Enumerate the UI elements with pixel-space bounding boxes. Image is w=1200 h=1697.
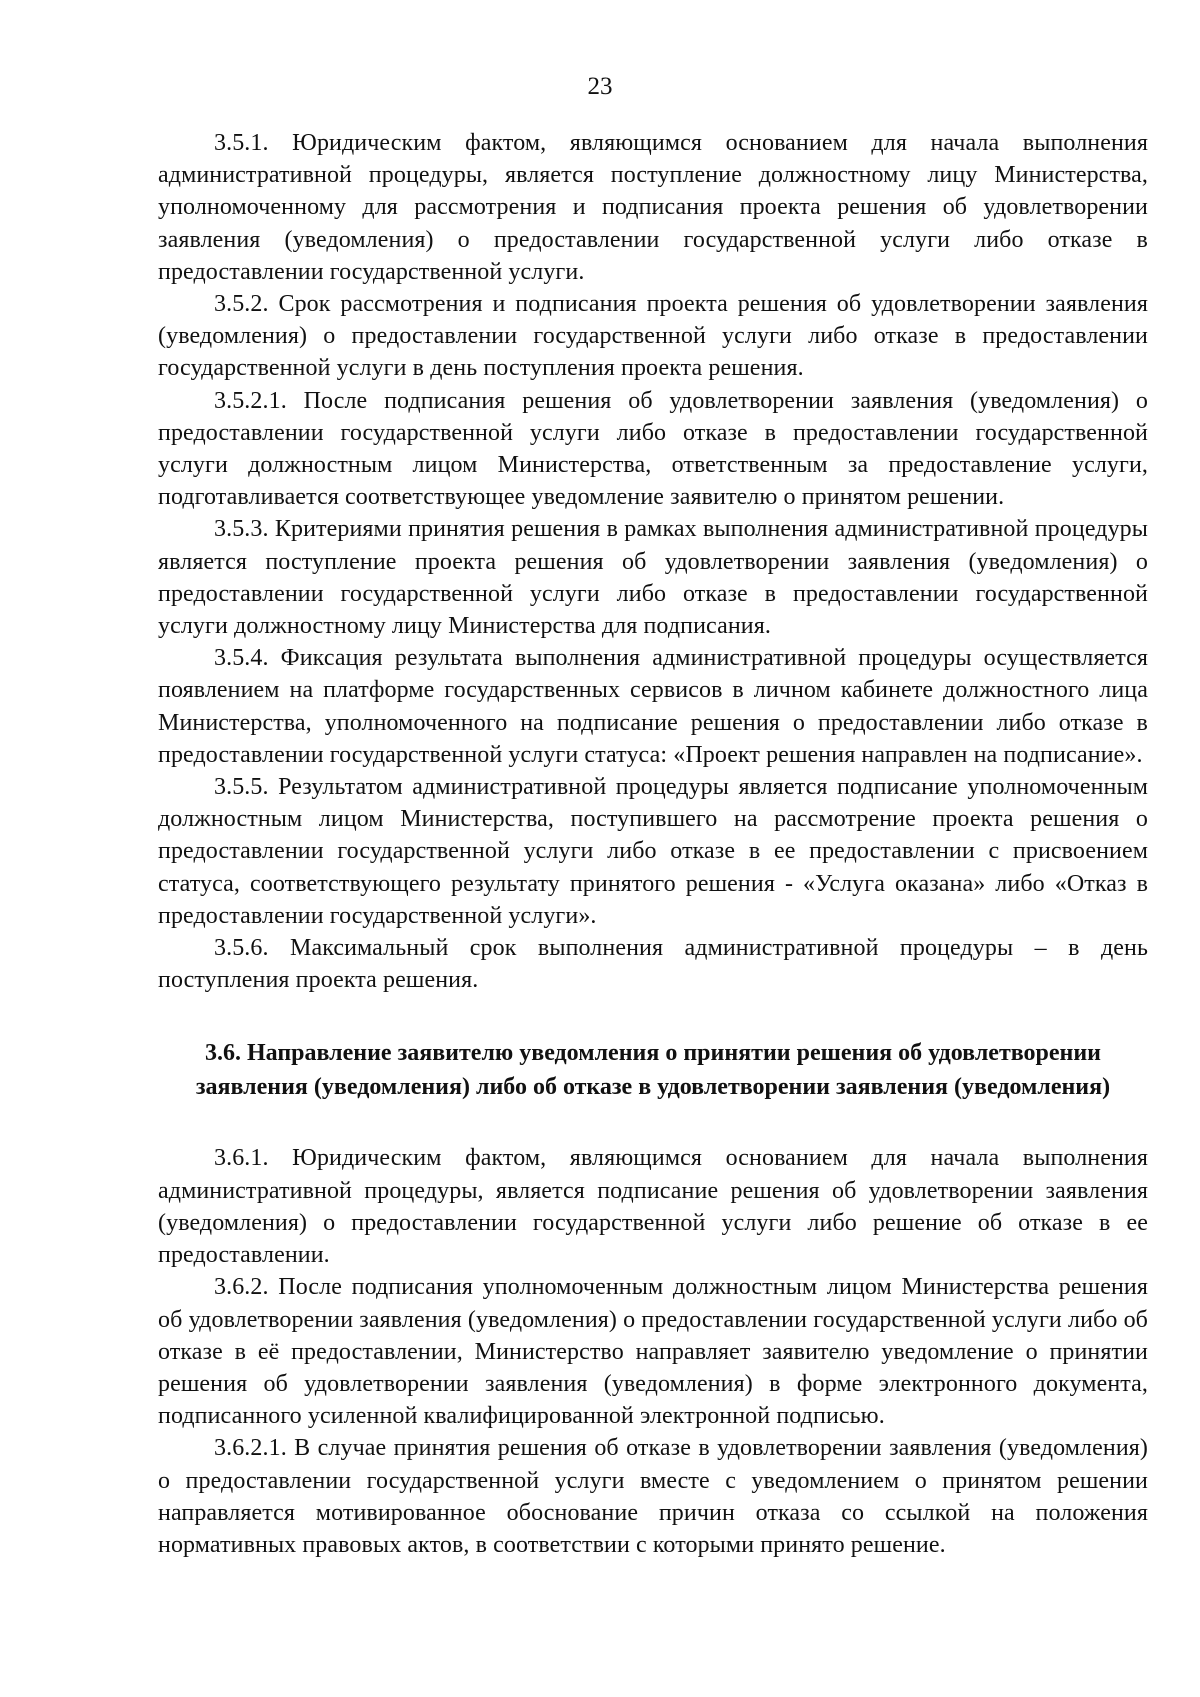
paragraph-3-5-2: 3.5.2. Срок рассмотрения и подписания проекта решения об удовлетворении заявления (уведомления) о предоставлении государственной услуги либо отказе в предоставлении государственной услуги в день поступления проекта решения.: [158, 291, 1148, 382]
section-heading-3-6: 3.6. Направление заявителю уведомления о принятии решения об удовлетворении заявления (уведомления) либо об отказе в удовлетворении заявления (уведомления): [195, 1040, 1111, 1101]
paragraph-3-5-6: 3.5.6. Максимальный срок выполнения административной процедуры – в день поступления проекта решения.: [158, 935, 1148, 994]
paragraph-3-5-2-1: 3.5.2.1. После подписания решения об удовлетворении заявления (уведомления) о предоставлении государственной услуги либо отказе в предоставлении государственной услуги должностным лицом Министерства, ответственным за предоставление услуги, подготавливается соответствующее уведомление заявителю о принятом решении.: [158, 387, 1148, 511]
paragraph-3-5-1: 3.5.1. Юридическим фактом, являющимся основанием для начала выполнения административной процедуры, является поступление должностному лицу Министерства, уполномоченному для рассмотрения и подписания проекта решения об удовлетворении заявления (уведомления) о предоставлении государственной услуги либо отказе в предоставлении государственной услуги.: [158, 130, 1148, 285]
paragraph-3-5-4: 3.5.4. Фиксация результата выполнения административной процедуры осуществляется появлением на платформе государственных сервисов в личном кабинете должностного лица Министерства, уполномоченного на подписание решения о предоставлении либо отказе в предоставлении государственной услуги статуса: «Проект решения направлен на подписание».: [158, 645, 1148, 768]
paragraph-3-5-3: 3.5.3. Критериями принятия решения в рамках выполнения административной процедуры является поступление проекта решения об удовлетворении заявления (уведомления) о предоставлении государственной услуги либо отказе в предоставлении государственной услуги должностному лицу Министерства для подписания.: [158, 516, 1148, 640]
document-body: [158, 127, 1148, 1561]
page-number: 23: [587, 73, 613, 100]
paragraph-3-6-2: 3.6.2. После подписания уполномоченным должностным лицом Министерства решения об удовлетворении заявления (уведомления) о предоставлении государственной услуги либо об отказе в её предоставлении, Министерство направляет заявителю уведомление о принятии решения об удовлетворении заявления (уведомления) в форме электронного документа, подписанного усиленной квалифицированной электронной подписью.: [158, 1274, 1148, 1430]
paragraph-3-5-5: 3.5.5. Результатом административной процедуры является подписание уполномоченным должностным лицом Министерства, поступившего на рассмотрение проекта решения о предоставлении государственной услуги либо отказе в ее предоставлении с присвоением статуса, соответствующего результату принятого решения - «Услуга оказана» либо «Отказ в предоставлении государственной услуги».: [158, 774, 1148, 929]
paragraph-3-6-2-1: 3.6.2.1. В случае принятия решения об отказе в удовлетворении заявления (уведомления) о предоставлении государственной услуги вместе с уведомлением о принятом решении направляется мотивированное обоснование причин отказа со ссылкой на положения нормативных правовых актов, в соответствии с которыми принято решение.: [158, 1435, 1148, 1558]
paragraph-3-6-1: 3.6.1. Юридическим фактом, являющимся основанием для начала выполнения административной процедуры, является подписание решения об удовлетворении заявления (уведомления) о предоставлении государственной услуги либо решение об отказе в ее предоставлении.: [158, 1145, 1148, 1269]
